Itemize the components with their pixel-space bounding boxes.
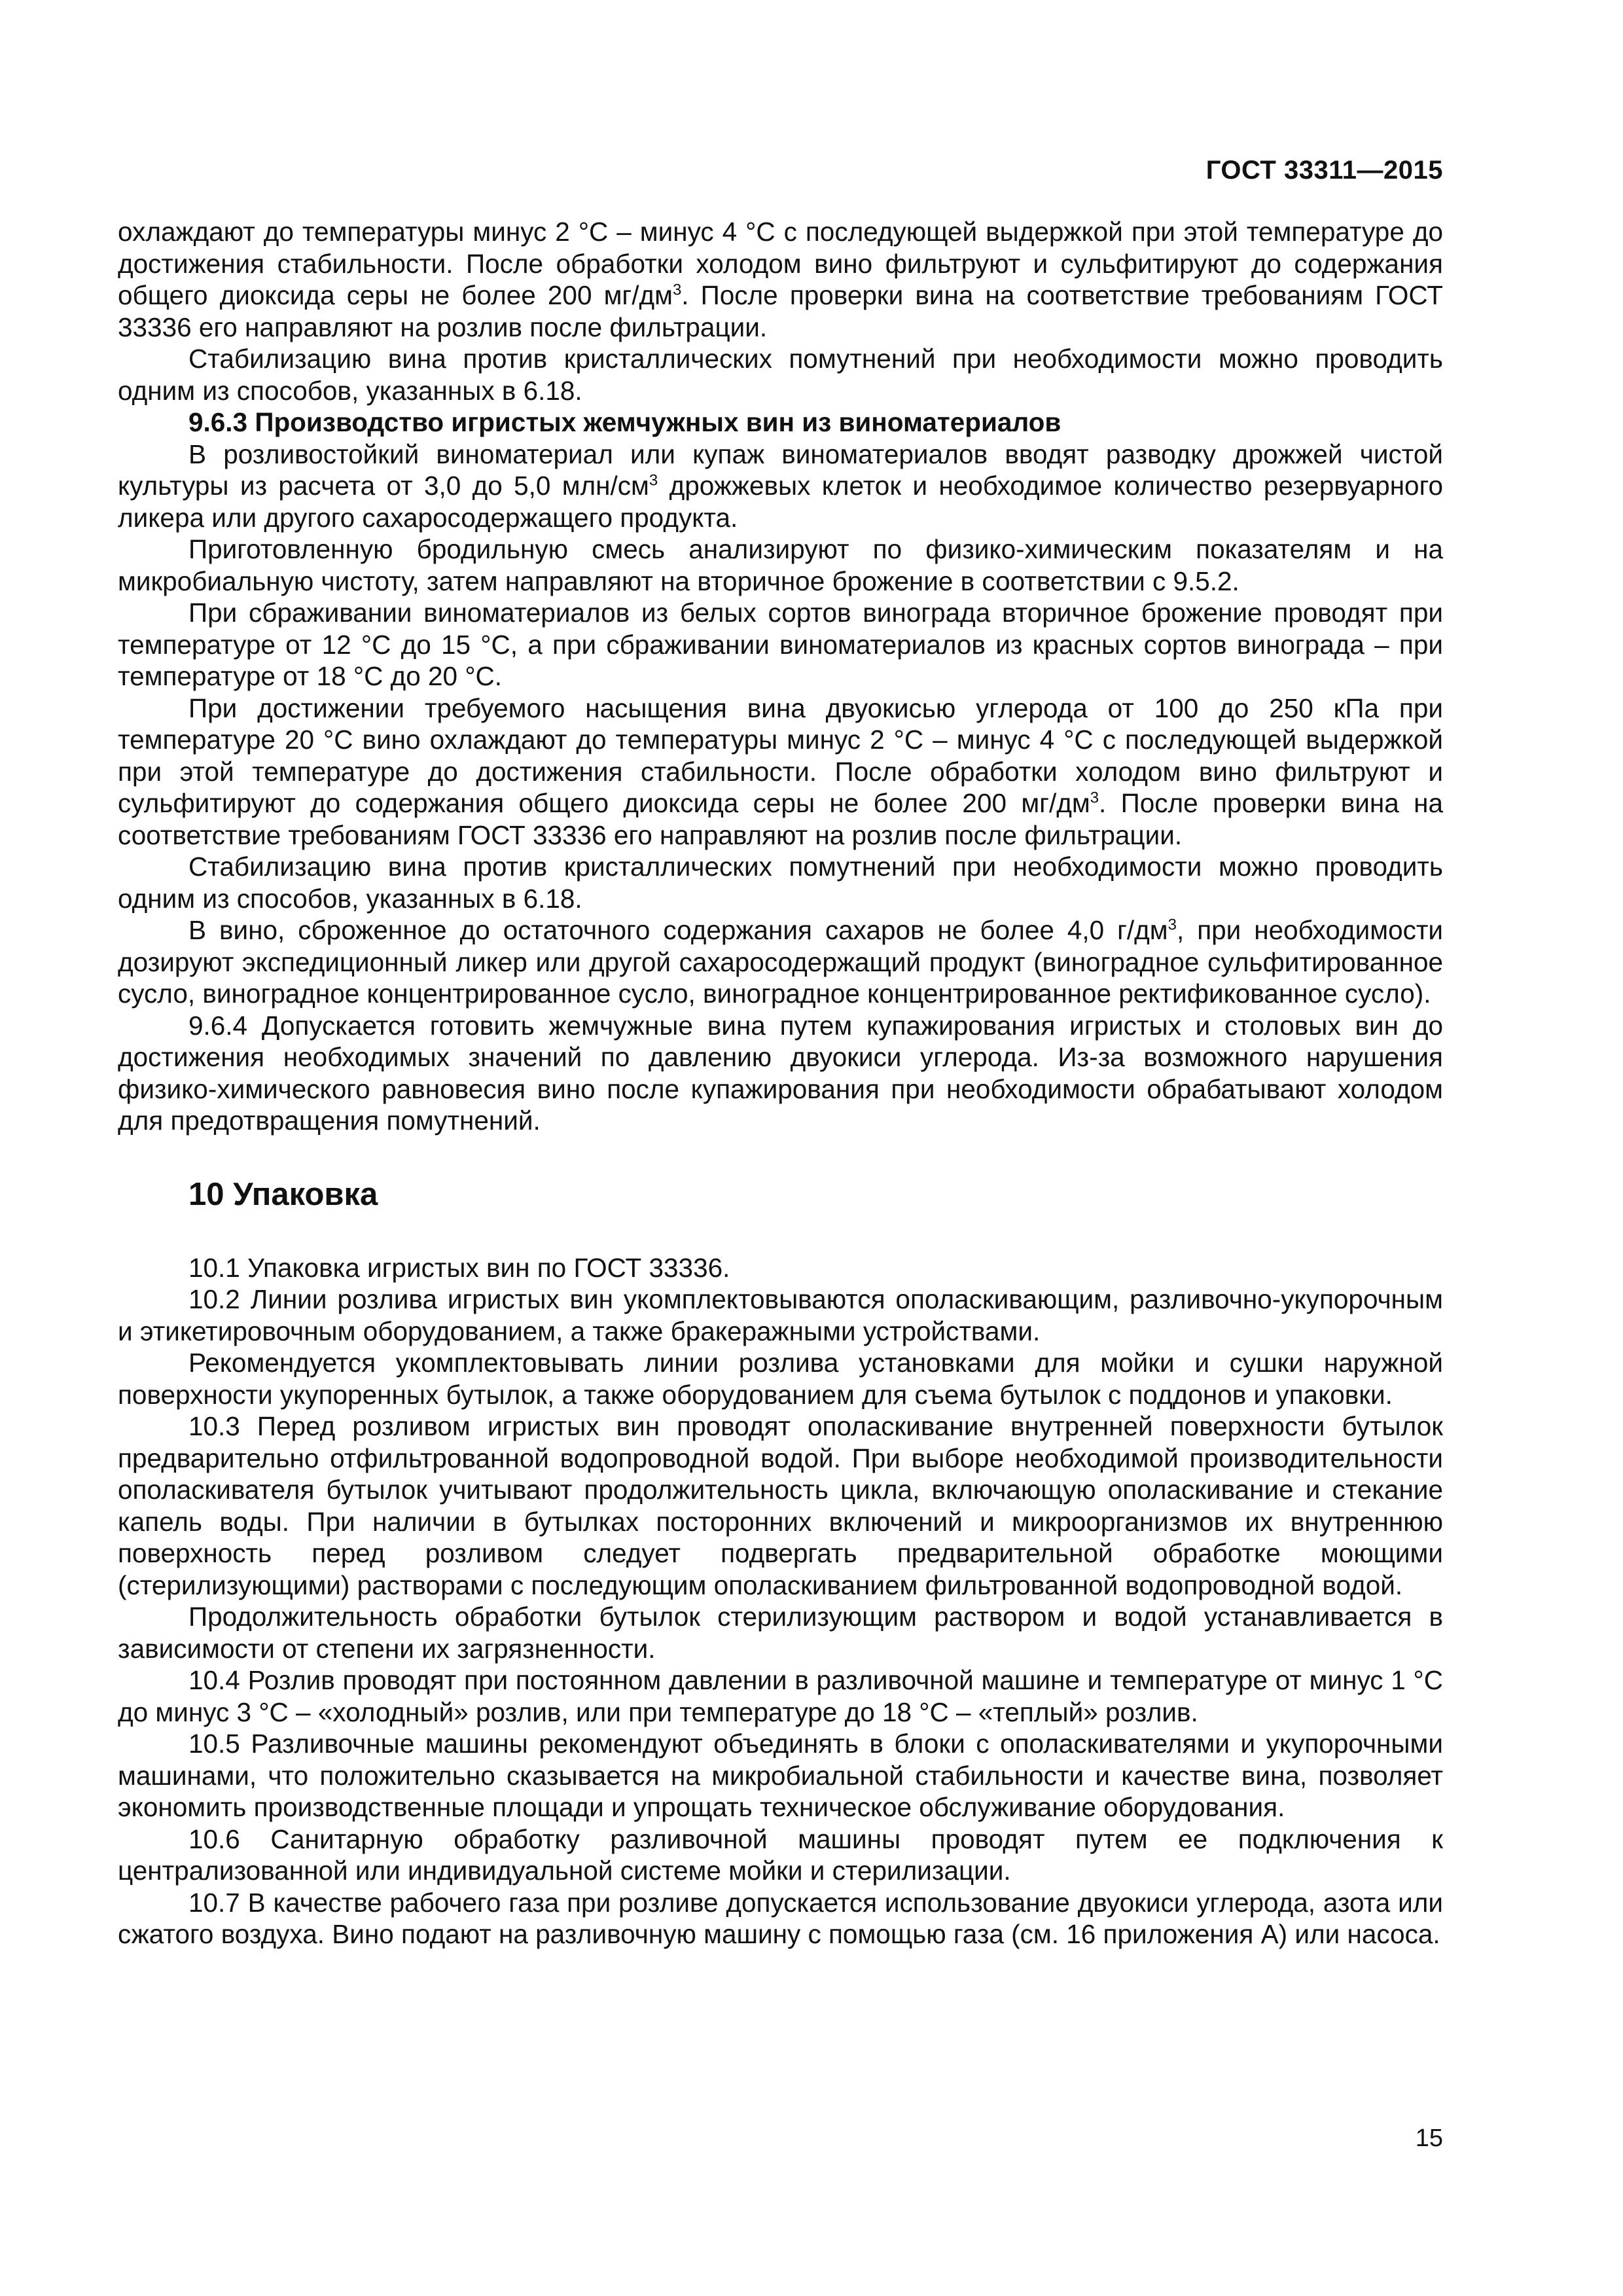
paragraph-text-tail: , при необходимости дозируют экспедиционный ликер или другой сахаросодержащий продукт (виноградное сульфитированное сусло, виноградное концентрированное сусло, виноградное концентрированное ректификованное сусло). [118,915,1444,1009]
paragraph-text-tail: . После проверки вина на соответствие требованиям ГОСТ 33336 его направляют на розлив после фильтрации. [118,280,1443,342]
paragraph-10-3: 10.3 Перед розливом игристых вин проводят ополаскивание внутренней поверхности бутылок предварительно отфильтрованной водопроводной водой. При выборе необходимой производительности ополаскивателя бутылок учитывают продолжительность цикла, включающую ополаскивание и стекание капель воды. При наличии в бутылках посторонних включений и микроорганизмов их внутреннюю поверхность перед розливом следует подвергать предварительной обработке моющими (стерилизующими) растворами с последующим ополаскиванием фильтрованной водопроводной водой. [118,1411,1443,1600]
paragraph-10-4: 10.4 Розлив проводят при постоянном давлении в разливочной машине и температуре от минус 1 °С до минус 3 °С – «холодный» розлив, или при температуре до 18 °С – «теплый» розлив. [118,1665,1443,1727]
paragraph-processing-duration: Продолжительность обработки бутылок стерилизующим раствором и водой устанавливается в зависимости от степени их загрязненности. [118,1602,1443,1664]
superscript: 3 [672,281,682,299]
paragraph-9-6-4: 9.6.4 Допускается готовить жемчужные вина путем купажирования игристых и столовых вин до достижения необходимых значений по давлению двуокиси углерода. Из-за возможного нарушения физико-химического равновесия вино после купажирования при необходимости обрабатывают холодом для предотвращения помутнений. [118,1010,1443,1136]
paragraph-text-tail: . После проверки вина на соответствие требованиям ГОСТ 33336 его направляют на розлив после фильтрации. [118,788,1443,850]
paragraph-dosage [118,914,1443,1010]
paragraph-recommendation: Рекомендуется укомплектовывать линии розлива установками для мойки и сушки наружной поверхности укупоренных бутылок, а также оборудованием для съема бутылок с поддонов и упаковки. [118,1348,1443,1410]
superscript: 3 [649,471,658,490]
paragraph-10-6: 10.6 Санитарную обработку разливочной машины проводят путем ее подключения к централизованной или индивидуальной системе мойки и стерилизации. [118,1823,1443,1886]
paragraph-text: охлаждают до температуры минус 2 °С – минус 4 °С с последующей выдержкой при этой температуре до достижения стабильности. После обработки холодом вино фильтруют и сульфитируют до содержания общего диоксида серы не более 200 мг/дм [118,217,1443,310]
section-heading-10: 10 Упаковка [188,1176,378,1212]
paragraph-saturation [118,692,1443,852]
superscript: 3 [1168,916,1177,934]
paragraph-fermentation-mix: Приготовленную бродильную смесь анализируют по физико-химическим показателям и на микробиальную чистоту, затем направляют на вторичное брожение в соответствии с 9.5.2. [118,534,1443,596]
paragraph-text: В вино, сброженное до остаточного содержания сахаров не более 4,0 г/дм [188,915,1168,945]
paragraph-text-tail: дрожжевых клеток и необходимое количество резервуарного ликера или другого сахаросодержащего продукта. [118,471,1443,533]
paragraph-10-1: 10.1 Упаковка игристых вин по ГОСТ 33336. [188,1252,730,1283]
paragraph-text: При достижении требуемого насыщения вина двуокисью углерода от 100 до 250 кПа при температуре 20 °С вино охлаждают до температуры минус 2 °С – минус 4 °С с последующей выдержкой при этой температуре до достижения стабильности. После обработки холодом вино фильтруют и сульфитируют до содержания общего диоксида серы не более 200 мг/дм [118,692,1443,818]
document-page [118,0,1443,2296]
paragraph-yeast-culture [118,439,1443,534]
paragraph-stabilization-2: Стабилизацию вина против кристаллических помутнений при необходимости можно проводить одним из способов, указанных в 6.18. [118,852,1443,914]
page-number: 15 [1415,2125,1443,2152]
paragraph-10-7: 10.7 В качестве рабочего газа при розливе допускается использование двуокиси углерода, азота или сжатого воздуха. Вино подают на разливочную машину с помощью газа (см. 16 приложения А) или насоса. [118,1887,1443,1949]
document-body [118,216,1443,1950]
paragraph-secondary-fermentation: При сбраживании виноматериалов из белых сортов винограда вторичное брожение проводят при температуре от 12 °С до 15 °С, а при сбраживании виноматериалов из красных сортов винограда – при температуре от 18 °С до 20 °С. [118,598,1443,691]
paragraph-text: В розливостойкий виноматериал или купаж виноматериалов вводят разводку дрожжей чистой культуры из расчета от 3,0 до 5,0 млн/см [118,439,1443,501]
paragraph-cooling-continued [118,216,1443,343]
paragraph-10-5: 10.5 Разливочные машины рекомендуют объединять в блоки с ополаскивателями и укупорочными машинами, что положительно сказывается на микробиальной стабильности и качестве вина, позволяет экономить производственные площади и упрощать техническое обслуживание оборудования. [118,1729,1443,1822]
paragraph-10-2: 10.2 Линии розлива игристых вин укомплектовываются ополаскивающим, разливочно-укупорочным и этикетировочным оборудованием, а также бракеражными устройствами. [118,1284,1443,1346]
paragraph-stabilization-1: Стабилизацию вина против кристаллических помутнений при необходимости можно проводить одним из способов, указанных в 6.18. [118,344,1443,406]
subsection-heading-9-6-3: 9.6.3 Производство игристых жемчужных вин из виноматериалов [188,407,1061,437]
superscript: 3 [1090,789,1099,807]
document-id-header: ГОСТ 33311—2015 [1205,156,1443,185]
